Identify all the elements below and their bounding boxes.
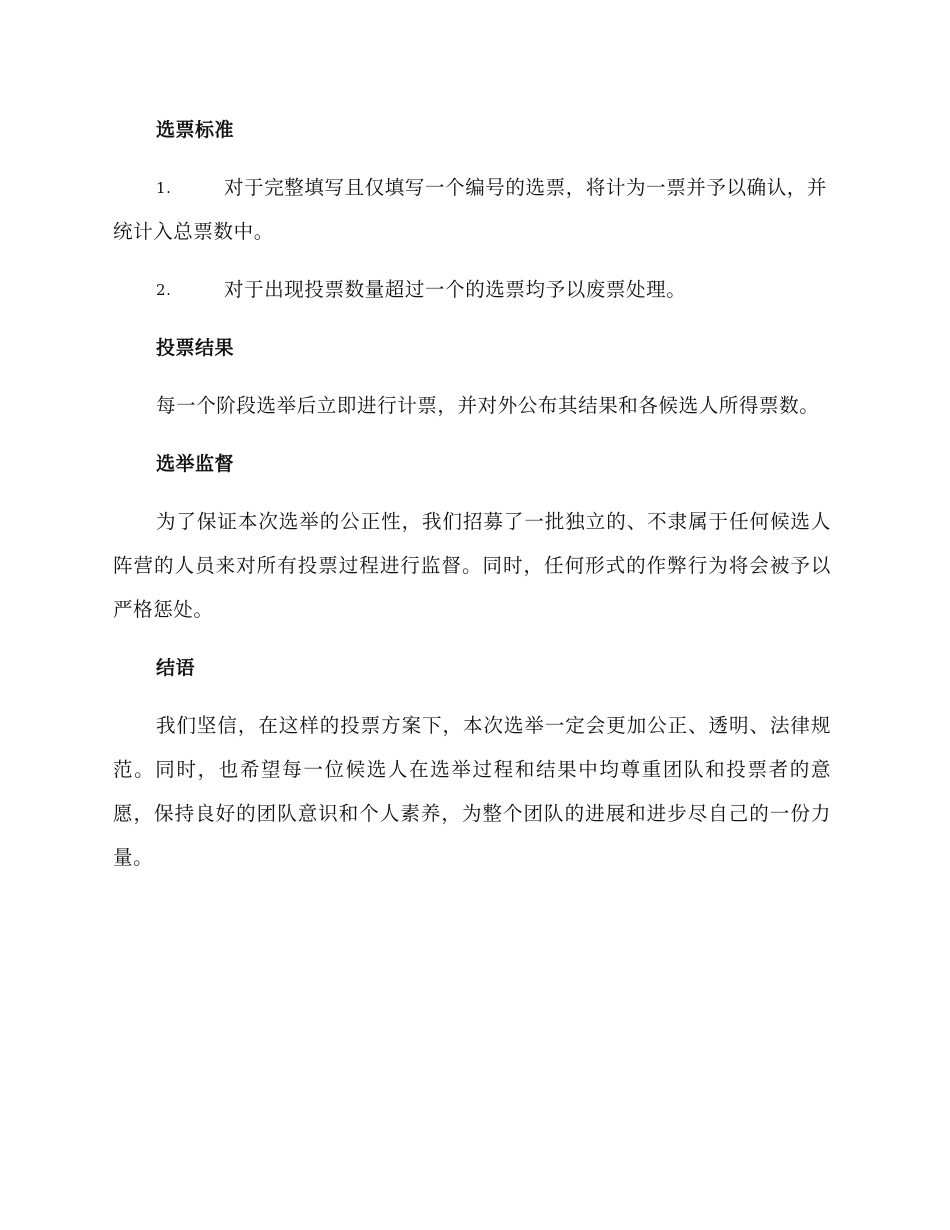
list-item-2: [113, 268, 831, 312]
section-heading-conclusion: 结语: [156, 657, 196, 679]
section-heading-ballot-standard: 选票标准: [156, 119, 235, 141]
list-item-1: [113, 166, 831, 254]
list-text: 对于完整填写且仅填写一个编号的选票，将计为一票并予以确认，并统计入总票数中。: [113, 176, 828, 243]
section-heading-voting-result: 投票结果: [156, 337, 235, 359]
list-number: 2.: [156, 281, 172, 299]
paragraph-voting-result: 每一个阶段选举后立即进行计票，并对外公布其结果和各候选人所得票数。: [156, 394, 820, 417]
paragraph-election-supervision: 为了保证本次选举的公正性，我们招募了一批独立的、不隶属于任何候选人阵营的人员来对所有投票过程进行监督。同时，任何形式的作弊行为将会被予以严格惩处。: [113, 510, 831, 621]
paragraph-conclusion: 我们坚信，在这样的投票方案下，本次选举一定会更加公正、透明、法律规范。同时，也希望每一位候选人在选举过程和结果中均尊重团队和投票者的意愿，保持良好的团队意识和个人素养，为整个团队的进展和进步尽自己的一份力量。: [113, 714, 831, 869]
list-number: 1.: [156, 179, 172, 197]
section-heading-election-supervision: 选举监督: [156, 453, 235, 475]
list-text: 对于出现投票数量超过一个的选票均予以废票处理。: [224, 278, 687, 301]
document-page: [113, 108, 831, 894]
